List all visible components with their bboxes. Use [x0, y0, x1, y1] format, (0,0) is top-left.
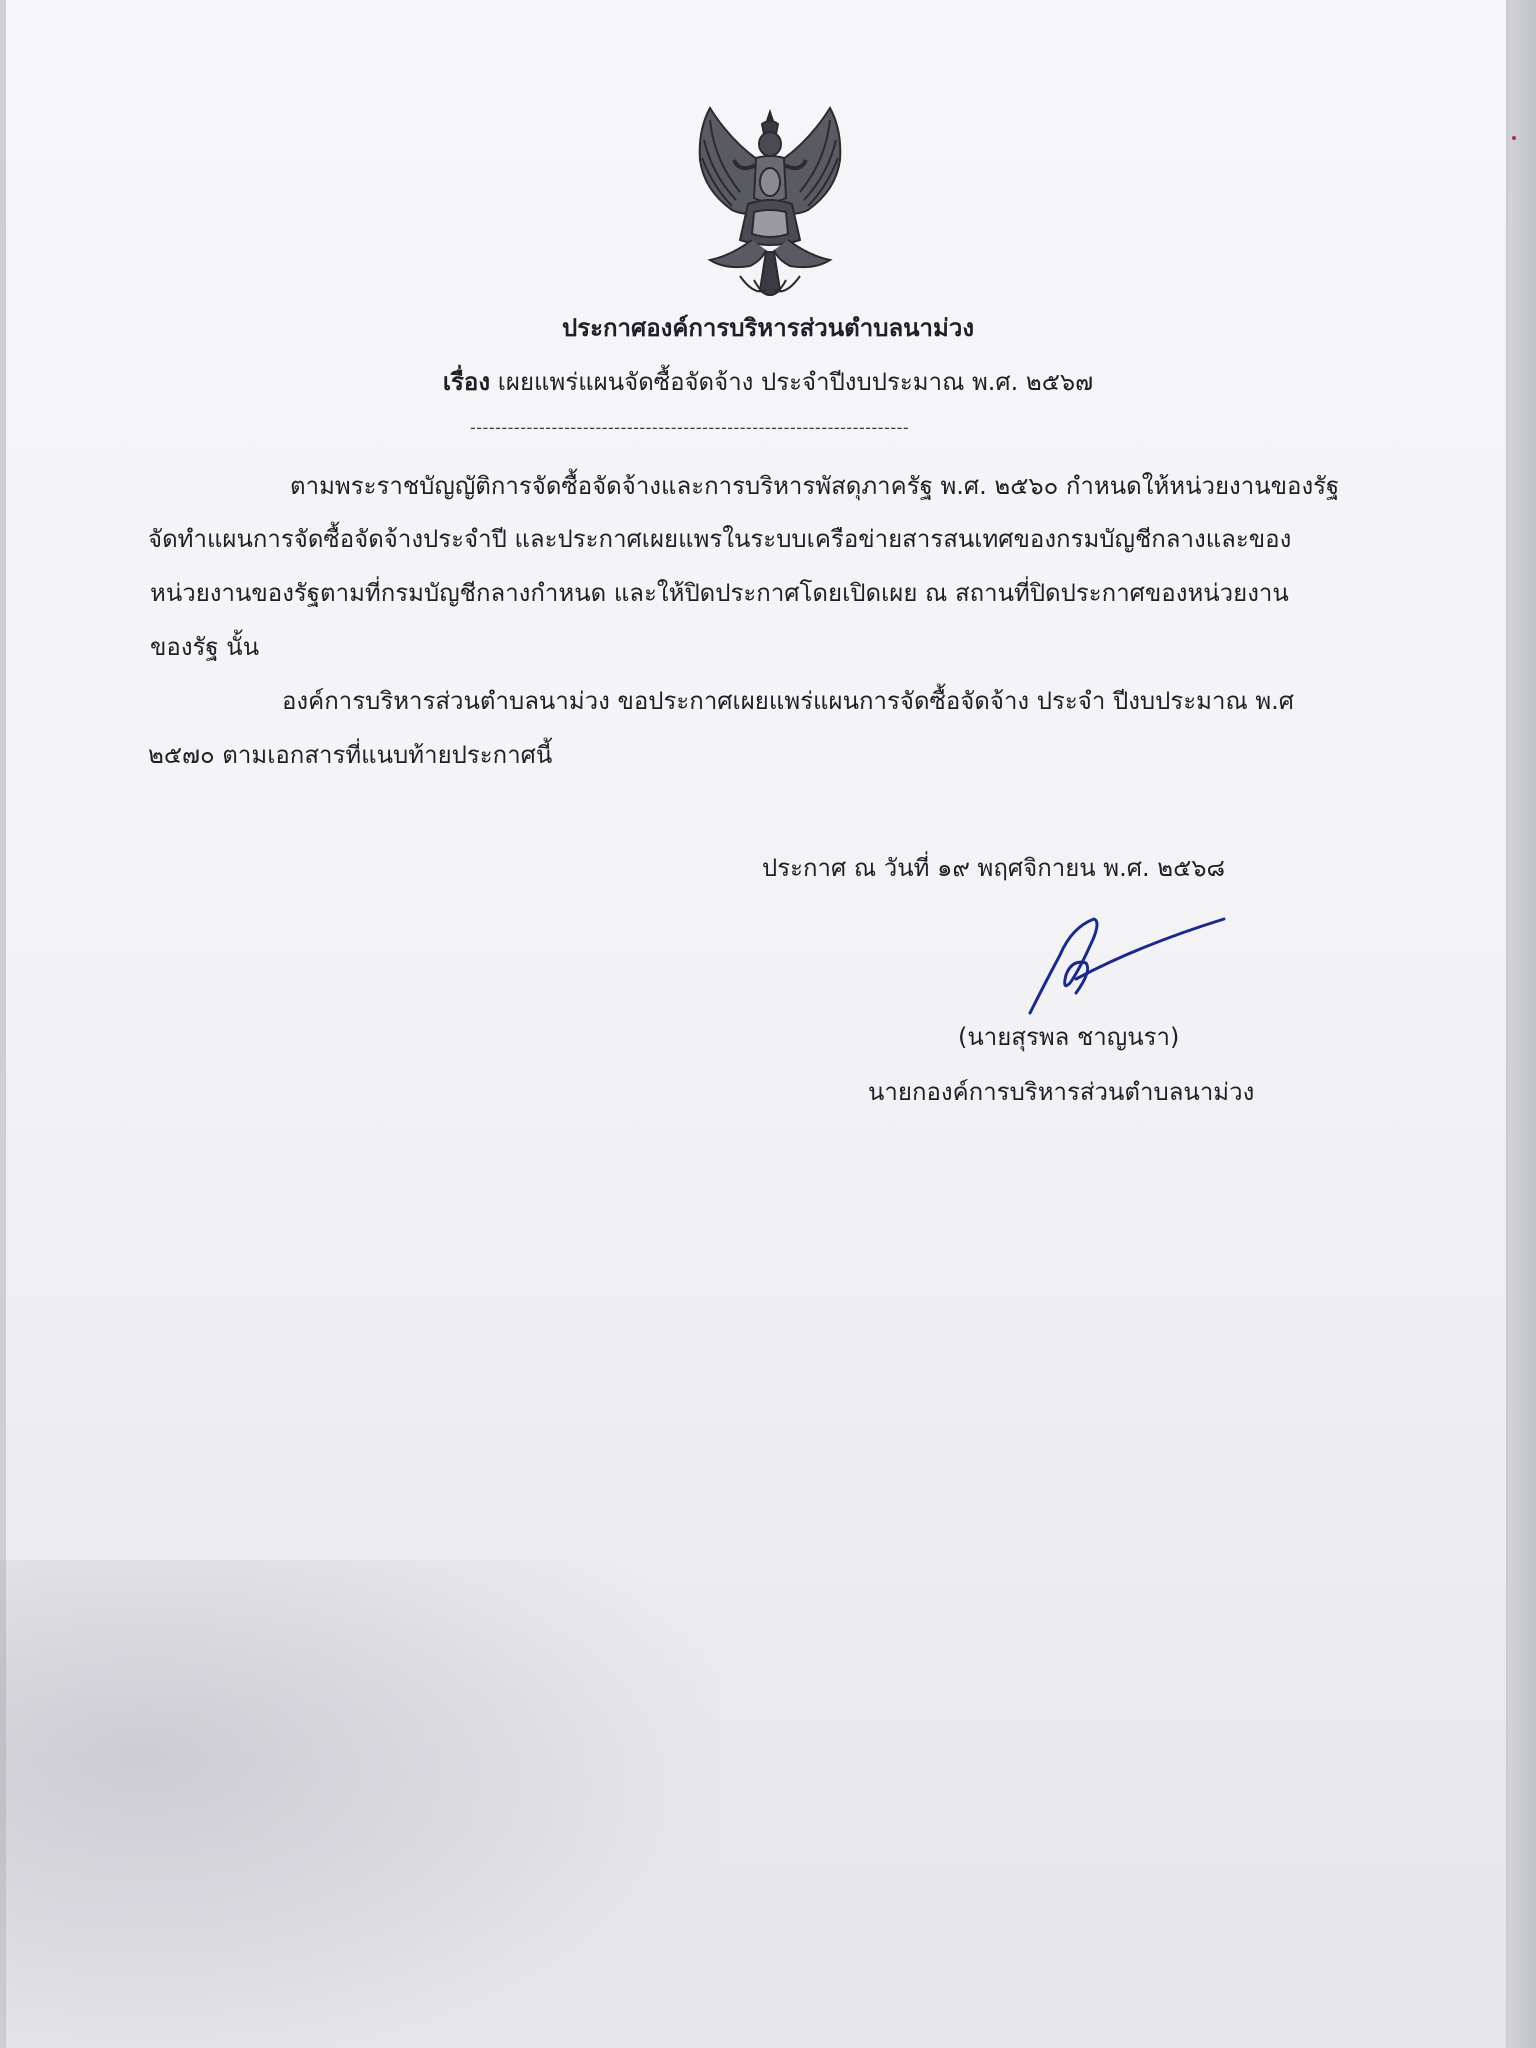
signer-position: นายกองค์การบริหารส่วนตำบลนาม่วง [868, 1078, 1255, 1106]
handwritten-signature [1010, 905, 1230, 1025]
paragraph1-line2: จัดทำแผนการจัดซื้อจัดจ้างประจำปี และประกาศเผยแพรในระบบเครือข่ายสารสนเทศของกรมบัญชีกลางและของ [148, 525, 1292, 553]
paragraph1-line3: หน่วยงานของรัฐตามที่กรมบัญชีกลางกำหนด และให้ปิดประกาศโดยเปิดเผย ณ สถานที่ปิดประกาศของหน่วยงาน [150, 579, 1289, 607]
divider-line: ---------------------------------------------------------------------- [470, 418, 910, 437]
announcement-subject [0, 362, 1536, 401]
garuda-emblem-icon [670, 100, 870, 310]
subject-label: เรื่อง [442, 368, 491, 396]
announcement-date: ประกาศ ณ วันที่ ๑๙ พฤศจิกายน พ.ศ. ๒๕๖๘ [762, 854, 1225, 882]
paragraph2-line1: องค์การบริหารส่วนตำบลนาม่วง ขอประกาศเผยแพร่แผนการจัดซื้อจัดจ้าง ประจำ ปีงบประมาณ พ.ศ [282, 687, 1295, 715]
ink-speck [1512, 136, 1516, 140]
announcement-title: ประกาศองค์การบริหารส่วนตำบลนาม่วง [561, 314, 975, 342]
signer-name: (นายสุรพล ชาญนรา) [958, 1023, 1180, 1051]
paragraph1-line1: ตามพระราชบัญญัติการจัดซื้อจัดจ้างและการบริหารพัสดุภาครัฐ พ.ศ. ๒๕๖๐ กำหนดให้หน่วยงานของรัฐ [290, 472, 1340, 500]
paragraph2-line2: ๒๕๗๐ ตามเอกสารที่แนบท้ายประกาศนี้ [148, 741, 553, 769]
paragraph1-line4: ของรัฐ นั้น [150, 633, 260, 661]
subject-text: เผยแพร่แผนจัดซื้อจัดจ้าง ประจำปีงบประมาณ พ.ศ. ๒๕๖๗ [497, 368, 1094, 396]
